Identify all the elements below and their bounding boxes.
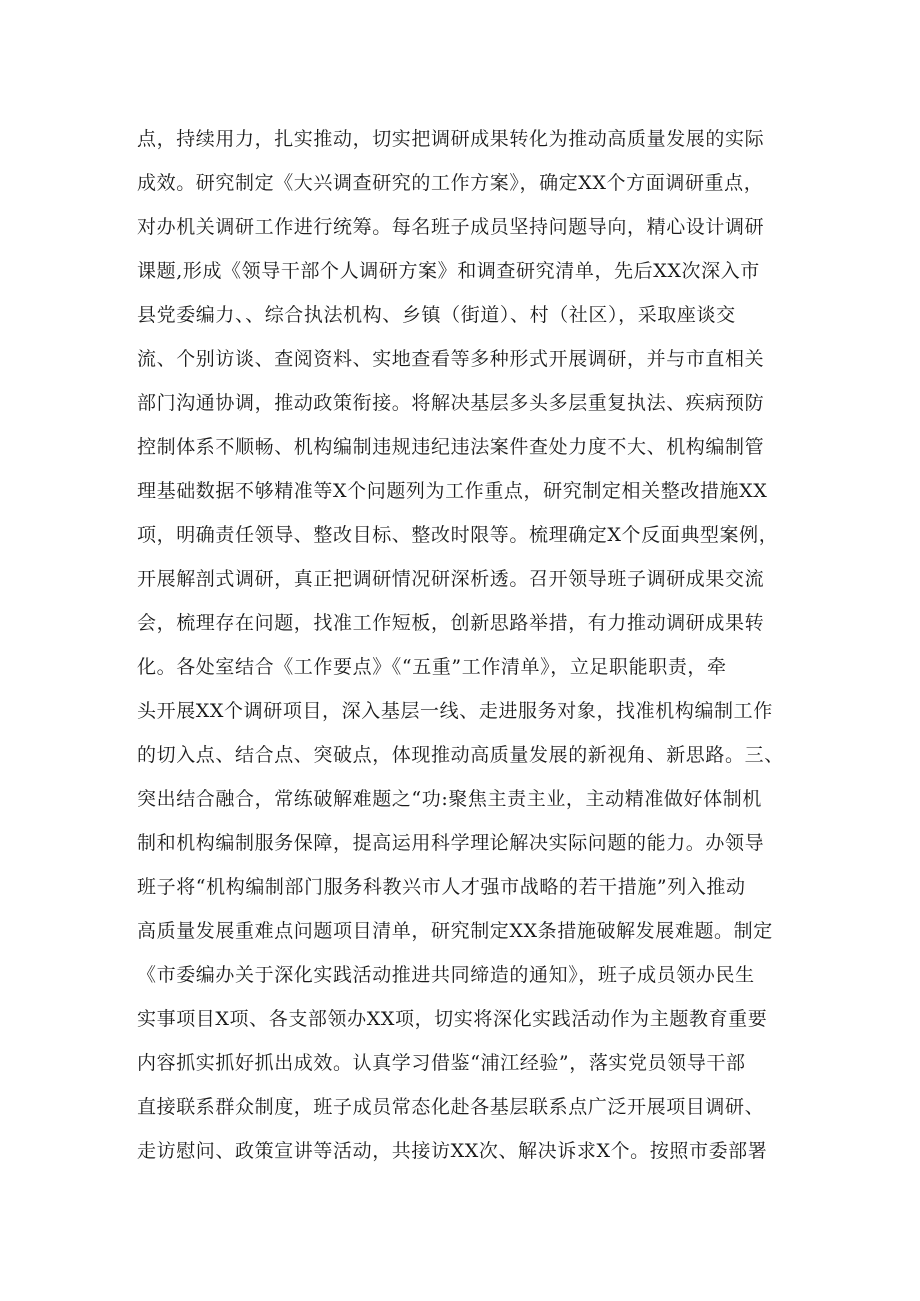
- text-line: 的切入点、结合点、突破点，体现推动高质量发展的新视角、新思路。三、: [137, 744, 784, 766]
- text-line: 实事项目X项、各支部领办XX项，切实将深化实践活动作为主题教育重要: [137, 1008, 768, 1030]
- text-line: 对办机关调研工作进行统筹。每名班子成员坚持问题导向，精心设计调研: [137, 216, 765, 238]
- text-line: 点，持续用力，扎实推动，切实把调研成果转化为推动高质量发展的实际: [137, 128, 765, 150]
- text-line: 部门沟通协调，推动政策衔接。将解决基层多头多层重复执法、疾病预防: [137, 392, 765, 414]
- text-line: 内容抓实抓好抓出成效。认真学习借鉴“浦江经验”，落实党员领导干部: [137, 1052, 746, 1074]
- text-line: 走访慰问、政策宣讲等活动，共接访XX次、解决诉求X个。按照市委部署: [137, 1140, 768, 1162]
- text-line: 成效。研究制定《大兴调查研究的工作方案》，确定XX个方面调研重点，: [137, 172, 764, 194]
- text-line: 县党委编力、、综合执法机构、乡镇（街道）、村（社区），采取座谈交: [137, 304, 736, 326]
- text-line: 理基础数据不够精准等X个问题列为工作重点，研究制定相关整改措施XX: [137, 480, 768, 502]
- text-line: 课题,形成《领导干部个人调研方案》和调查研究清单，先后XX次深入市: [137, 260, 760, 282]
- text-line: 开展解剖式调研，真正把调研情况研深析透。召开领导班子调研成果交流: [137, 568, 765, 590]
- text-line: 突出结合融合，常练破解难题之“功:聚焦主责主业，主动精准做好体制机: [137, 788, 762, 810]
- text-line: 控制体系不顺畅、机构编制违规违纪违法案件查处力度不大、机构编制管: [137, 436, 765, 458]
- text-line: 《市委编办关于深化实践活动推进共同缔造的通知》，班子成员领办民生: [137, 964, 755, 986]
- text-line: 高质量发展重难点问题项目清单，研究制定XX条措施破解发展难题。制定: [137, 920, 773, 942]
- text-line: 项，明确责任领导、整改目标、整改时限等。梳理确定X个反面典型案例，: [137, 524, 779, 546]
- text-line: 直接联系群众制度，班子成员常态化赴各基层联系点广泛开展项目调研、: [137, 1096, 765, 1118]
- text-line: 化。各处室结合《工作要点》《“五重”工作清单》，立足职能职责，牵: [137, 656, 727, 678]
- text-line: 会，梳理存在问题，找准工作短板，创新思路举措，有力推动调研成果转: [137, 612, 765, 634]
- text-line: 流、个别访谈、查阅资料、实地查看等多种形式开展调研，并与市直相关: [137, 348, 765, 370]
- text-line: 头开展XX个调研项目，深入基层一线、走进服务对象，找准机构编制工作: [137, 700, 773, 722]
- text-line: 班子将“机构编制部门服务科教兴市人才强市战略的若干措施”列入推动: [137, 876, 746, 898]
- text-line: 制和机构编制服务保障，提高运用科学理论解决实际问题的能力。办领导: [137, 832, 765, 854]
